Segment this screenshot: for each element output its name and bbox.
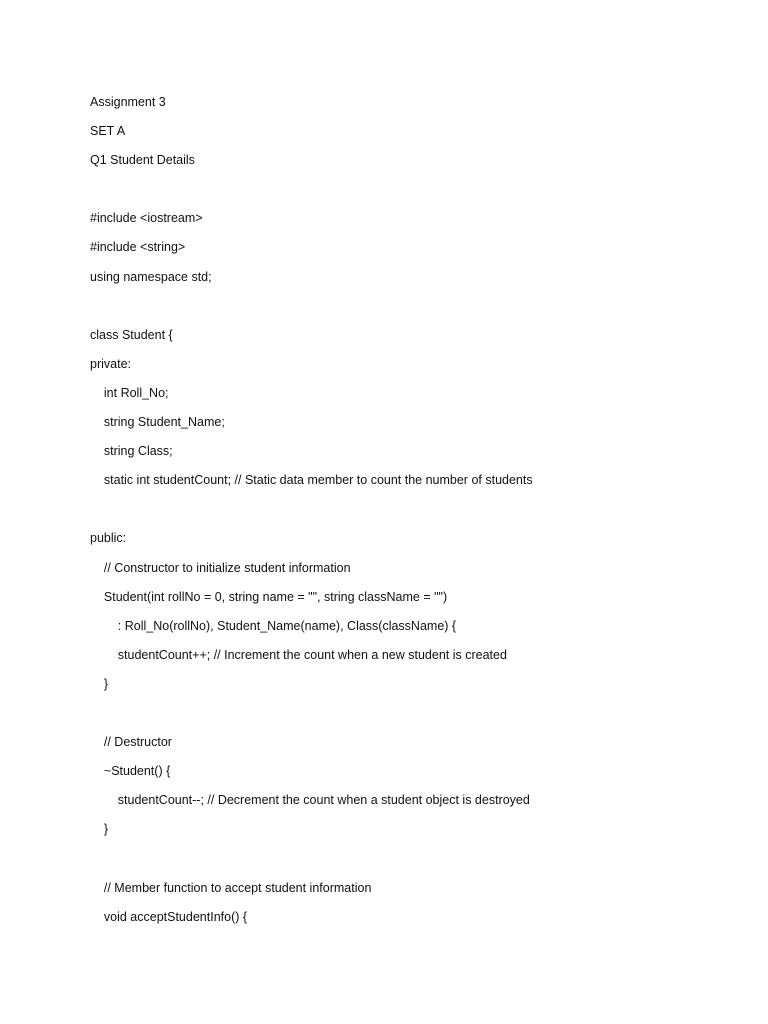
code-line-public: public: (90, 531, 127, 546)
code-line-class-decl: class Student { (90, 327, 173, 342)
code-line-accept-signature: void acceptStudentInfo() { (90, 909, 248, 924)
code-line-close-brace: } (90, 822, 109, 837)
doc-line-blank (90, 181, 730, 210)
doc-line-question: Q1 Student Details (90, 153, 195, 168)
code-line-using-namespace: using namespace std; (90, 269, 212, 284)
doc-line-blank (90, 501, 730, 530)
code-line-roll-no: int Roll_No; (90, 385, 169, 400)
doc-line-blank (90, 850, 730, 879)
code-line-static-count: static int studentCount; // Static data member to count the number of students (90, 473, 533, 488)
doc-line-set: SET A (90, 124, 126, 139)
code-line-destructor-comment: // Destructor (90, 735, 172, 750)
code-line-decrement-count: studentCount--; // Decrement the count when a student object is destroyed (90, 793, 530, 808)
code-line-accept-comment: // Member function to accept student information (90, 880, 372, 895)
code-line-private: private: (90, 356, 131, 371)
code-line-increment-count: studentCount++; // Increment the count when a new student is created (90, 647, 507, 662)
code-line-constructor-comment: // Constructor to initialize student information (90, 560, 351, 575)
doc-line-blank (90, 298, 730, 327)
code-line-class-field: string Class; (90, 444, 173, 459)
code-line-destructor-signature: ~Student() { (90, 764, 171, 779)
doc-line-blank (90, 705, 730, 734)
code-line-include-string: #include <string> (90, 240, 186, 255)
code-line-close-brace: } (90, 676, 109, 691)
code-line-constructor-signature: Student(int rollNo = 0, string name = "", string className = "") (90, 589, 448, 604)
document-body (90, 94, 730, 938)
code-line-student-name: string Student_Name; (90, 415, 225, 430)
doc-line-assignment-title: Assignment 3 (90, 95, 166, 109)
code-line-initializer-list: : Roll_No(rollNo), Student_Name(name), Class(className) { (90, 618, 457, 633)
code-line-include-iostream: #include <iostream> (90, 211, 203, 226)
